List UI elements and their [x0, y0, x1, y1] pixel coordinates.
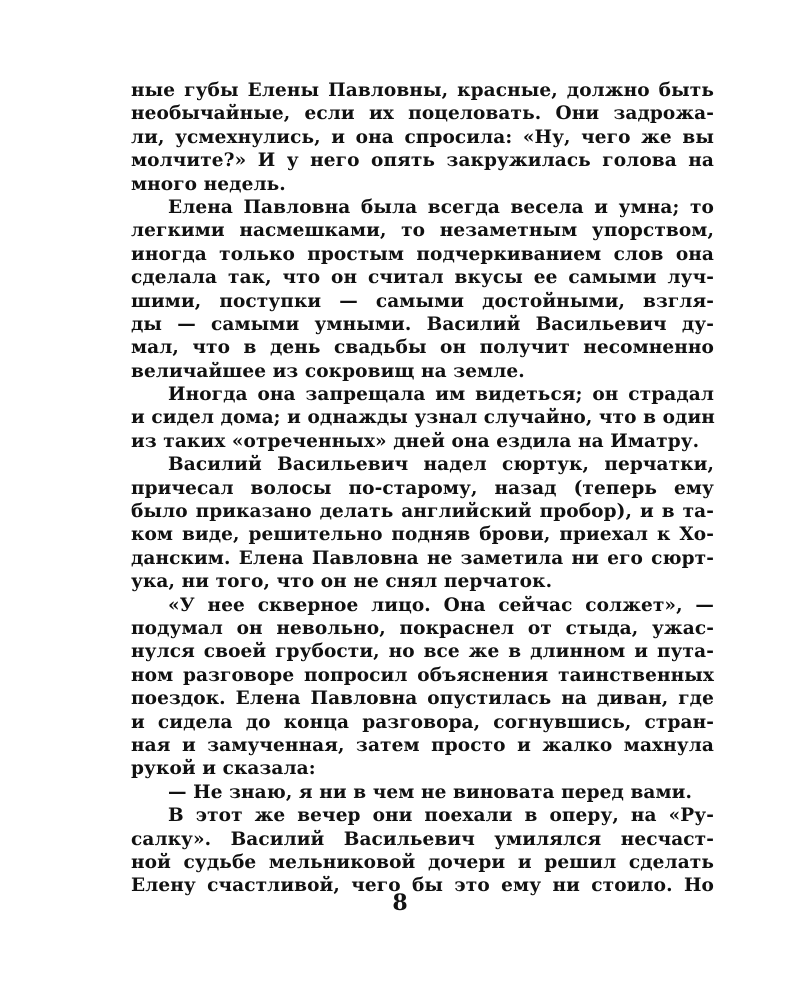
text-line: величайшее из сокровищ на земле. — [131, 360, 525, 382]
text-line: и сидела до конца разговора, согнувшись, стран- — [131, 711, 714, 733]
text-line: ной судьбе мельниковой дочери и решил сделать — [131, 851, 714, 873]
paragraph-first-line: «У нее скверное лицо. Она сейчас солжет», — — [168, 594, 714, 616]
paragraph-first-line: Елена Павловна была всегда весела и умна; то — [168, 196, 714, 218]
text-line: нулся своей грубости, но все же в длинном и пута- — [131, 641, 714, 663]
text-line: иногда только простым подчеркиванием слов она — [131, 243, 714, 265]
text-line: легкими насмешками, то незаметным упорством, — [131, 220, 714, 242]
text-line: причесал волосы по-старому, назад (теперь ему — [131, 477, 714, 499]
text-line: из таких «отреченных» дней она ездила на Иматру. — [131, 430, 700, 452]
text-line: ная и замученная, затем просто и жалко махнула — [131, 734, 714, 756]
paragraph-first-line: В этот же вечер они поехали в оперу, на «Ру- — [168, 805, 714, 827]
text-line: ком виде, решительно подняв брови, приехал к Хо- — [131, 524, 714, 546]
page-number: 8 — [392, 890, 408, 916]
text-line: шими, поступки — самыми достойными, взгля- — [131, 290, 714, 312]
text-line: ном разговоре попросил объяснения таинственных — [131, 664, 714, 686]
body-text — [131, 79, 714, 898]
text-line: мал, что в день свадьбы он получит несомненно — [131, 337, 714, 359]
dialogue-line: — Не знаю, я ни в чем не виновата перед вами. — [168, 781, 693, 803]
text-line: и сидел дома; и однажды узнал случайно, что в один — [131, 407, 715, 429]
text-line: сделала так, что он считал вкусы ее самыми луч- — [131, 267, 714, 289]
text-line: было приказано делать английский пробор), и в та- — [131, 501, 714, 523]
text-line: необычайные, если их поцеловать. Они задрожа- — [131, 103, 714, 125]
text-line: молчите?» И у него опять закружилась голова на — [131, 150, 714, 172]
text-line: поездок. Елена Павловна опустилась на диван, где — [131, 688, 714, 710]
text-line: Елену счастливой, чего бы это ему ни стоило. Но — [131, 875, 714, 897]
text-line: салку». Василий Васильевич умилялся несчаст- — [131, 828, 714, 850]
paragraph-first-line: Василий Васильевич надел сюртук, перчатки, — [168, 454, 714, 476]
text-line: рукой и сказала: — [131, 758, 316, 780]
text-line: ды — самыми умными. Василий Васильевич ду- — [131, 313, 714, 335]
paragraph-first-line: Иногда она запрещала им видеться; он страдал — [168, 384, 714, 406]
text-line: ли, усмехнулись, и она спросила: «Ну, чего же вы — [131, 126, 714, 148]
text-line: ука, ни того, что он не снял перчаток. — [131, 571, 553, 593]
text-line: данским. Елена Павловна не заметила ни его сюрт- — [131, 547, 714, 569]
text-line: много недель. — [131, 173, 286, 195]
text-line: подумал он невольно, покраснел от стыда, ужас- — [131, 617, 714, 639]
text-line: ные губы Елены Павловны, красные, должно быть — [131, 80, 714, 101]
